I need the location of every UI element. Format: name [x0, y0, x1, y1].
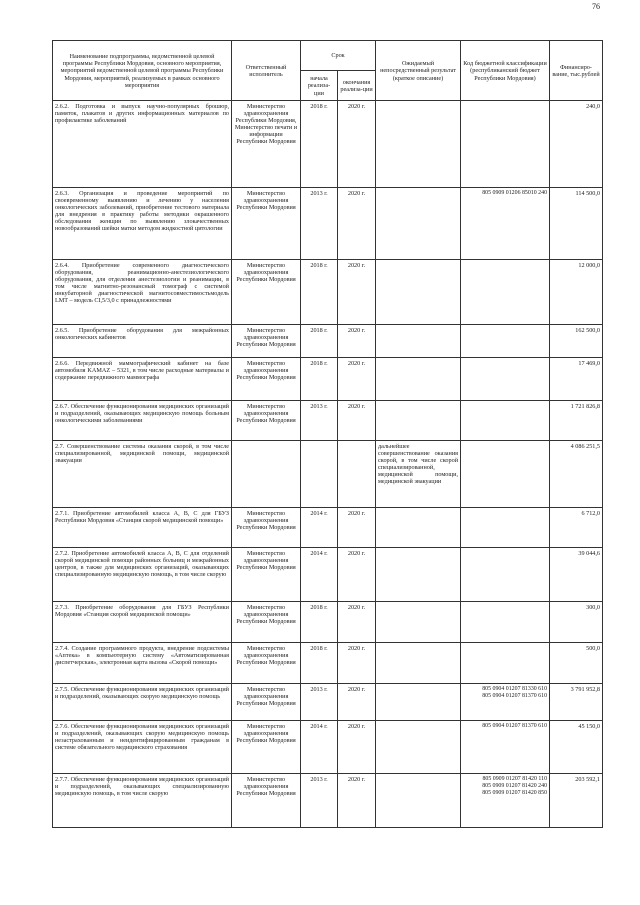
row-executor: Министерство здравоохранения Республики Мордовия	[232, 401, 301, 441]
row-start-year: 2014 г.	[301, 721, 338, 774]
table-row	[53, 260, 603, 325]
row-executor: Министерство здравоохранения Республики Мордовия	[232, 358, 301, 401]
row-amount: 500,0	[550, 643, 603, 684]
header-term: Срок	[301, 41, 376, 71]
row-name: 2.6.6. Передвижной маммографический кабинет на базе автомобиля KAMAZ – 5321, в том числе расходные материалы и содержание передвижного маммографа	[53, 358, 232, 401]
row-amount: 3 791 952,8	[550, 684, 603, 721]
page-number: 76	[592, 2, 600, 11]
row-budget-codes	[461, 602, 550, 643]
row-result	[376, 188, 461, 260]
row-start-year: 2013 г.	[301, 188, 338, 260]
table-row	[53, 508, 603, 548]
table-row	[53, 774, 603, 828]
row-end-year: 2020 г.	[338, 260, 376, 325]
row-amount: 45 150,0	[550, 721, 603, 774]
row-budget-codes	[461, 774, 550, 828]
row-end-year: 2020 г.	[338, 774, 376, 828]
row-amount: 162 500,0	[550, 325, 603, 358]
row-amount: 12 000,0	[550, 260, 603, 325]
row-executor: Министерство здравоохранения Республики Мордовия	[232, 325, 301, 358]
row-start-year: 2018 г.	[301, 325, 338, 358]
row-end-year: 2020 г.	[338, 721, 376, 774]
row-budget-codes	[461, 188, 550, 260]
row-name: 2.7.4. Создание программного продукта, внедрение подсистемы «Аптека» в компьютерную систему «Автоматизированная диспетчерская», электронная карта вызова «Скорой помощи»	[53, 643, 232, 684]
budget-code: 805 0909 01207 81420 850	[482, 790, 548, 797]
row-budget-codes	[461, 643, 550, 684]
row-end-year: 2020 г.	[338, 358, 376, 401]
row-budget-codes	[461, 684, 550, 721]
row-result	[376, 774, 461, 828]
row-name: 2.7.5. Обеспечение функционирования медицинских организаций и подразделений, оказывающих скорую медицинскую помощь	[53, 684, 232, 721]
table-row	[53, 643, 603, 684]
row-result	[376, 358, 461, 401]
table-row	[53, 101, 603, 188]
table-row	[53, 602, 603, 643]
header-amount: Финансиро-вание, тыс.рублей	[550, 41, 603, 101]
table-row	[53, 401, 603, 441]
row-amount: 240,0	[550, 101, 603, 188]
budget-code: 805 0904 01207 81370 610	[482, 723, 548, 729]
row-amount: 114 500,0	[550, 188, 603, 260]
row-amount: 39 044,6	[550, 548, 603, 602]
row-amount: 203 592,1	[550, 774, 603, 828]
row-end-year: 2020 г.	[338, 684, 376, 721]
row-name: 2.7.7. Обеспечение функционирования медицинских организаций и подразделений, оказывающих специализированную медицинскую помощь, в том числе скорую	[53, 774, 232, 828]
header-executor: Ответственный исполнитель	[232, 41, 301, 101]
row-executor: Министерство здравоохранения Республики Мордовия	[232, 684, 301, 721]
row-end-year: 2020 г.	[338, 401, 376, 441]
row-end-year: 2020 г.	[338, 508, 376, 548]
row-amount: 17 469,0	[550, 358, 603, 401]
row-name: 2.6.3. Организация и проведение мероприятий по своевременному выявлению и лечению у населения онкологических заболеваний, приобретение тестового материала для внедрения в практику работы методики окрашенного обследования женщин по выявлению злокачественных новообразований шейки матки методом жидкостной цитологии	[53, 188, 232, 260]
header-name: Наименование подпрограммы, ведомственной целевой программы Республики Мордовия, основного мероприятия, мероприятий ведомственной целевой программы Республики Мордовия, мероприятий, реализуемых в рамках основного мероприятия	[53, 41, 232, 101]
row-executor: Министерство здравоохранения Республики Мордовия	[232, 508, 301, 548]
row-end-year: 2020 г.	[338, 643, 376, 684]
row-executor: Министерство здравоохранения Республики Мордовия	[232, 643, 301, 684]
row-start-year: 2014 г.	[301, 508, 338, 548]
header-term-end: окончания реализа-ции	[338, 71, 376, 101]
row-result	[376, 602, 461, 643]
row-executor: Министерство здравоохранения Республики Мордовия	[232, 188, 301, 260]
row-start-year: 2013 г.	[301, 401, 338, 441]
row-end-year: 2020 г.	[338, 101, 376, 188]
row-result	[376, 721, 461, 774]
row-start-year: 2013 г.	[301, 684, 338, 721]
table-row	[53, 548, 603, 602]
row-end-year: 2020 г.	[338, 602, 376, 643]
row-budget-codes	[461, 401, 550, 441]
table-row	[53, 684, 603, 721]
table-row	[53, 721, 603, 774]
row-budget-codes	[461, 441, 550, 508]
header-budget-code: Код бюджетной классификации (республиканский бюджет Республики Мордовия)	[461, 41, 550, 101]
row-amount: 300,0	[550, 602, 603, 643]
row-result	[376, 684, 461, 721]
row-executor	[232, 441, 301, 508]
row-name: 2.7.1. Приобретение автомобилей класса А, В, С для ГБУЗ Республики Мордовия «Станция скорой медицинской помощи»	[53, 508, 232, 548]
row-executor: Министерство здравоохранения Республики Мордовия, Министерство печати и информации Республики Мордовия	[232, 101, 301, 188]
row-start-year	[301, 441, 338, 508]
row-name: 2.6.7. Обеспечение функционирования медицинских организаций и подразделений, оказывающих медицинскую помощь больным онкологическими заболеваниями	[53, 401, 232, 441]
row-start-year: 2018 г.	[301, 643, 338, 684]
row-amount: 4 086 251,5	[550, 441, 603, 508]
row-executor: Министерство здравоохранения Республики Мордовия	[232, 602, 301, 643]
row-executor: Министерство здравоохранения Республики Мордовия	[232, 548, 301, 602]
row-budget-codes	[461, 260, 550, 325]
row-name: 2.6.2. Подготовка и выпуск научно-популярных брошюр, памяток, плакатов и других информационных материалов по профилактике заболеваний	[53, 101, 232, 188]
row-amount: 1 721 826,8	[550, 401, 603, 441]
row-end-year: 2020 г.	[338, 188, 376, 260]
row-start-year: 2018 г.	[301, 101, 338, 188]
table-row	[53, 358, 603, 401]
table-row	[53, 441, 603, 508]
budget-code: 805 0904 01207 81330 610	[482, 686, 548, 692]
row-budget-codes	[461, 358, 550, 401]
row-budget-codes	[461, 101, 550, 188]
row-end-year	[338, 441, 376, 508]
row-name: 2.7.3. Приобретение оборудования для ГБУЗ Республики Мордовия «Станция скорой медицинской помощи»	[53, 602, 232, 643]
row-budget-codes	[461, 508, 550, 548]
row-result	[376, 548, 461, 602]
row-start-year: 2014 г.	[301, 548, 338, 602]
row-result	[376, 508, 461, 548]
table-row	[53, 325, 603, 358]
row-end-year: 2020 г.	[338, 325, 376, 358]
row-amount: 6 712,0	[550, 508, 603, 548]
row-end-year: 2020 г.	[338, 548, 376, 602]
row-start-year: 2018 г.	[301, 260, 338, 325]
row-result	[376, 260, 461, 325]
budget-code: 805 0909 01206 85010 240	[482, 190, 548, 196]
budget-code: 805 0909 01207 81420 110	[482, 776, 548, 782]
row-start-year: 2018 г.	[301, 602, 338, 643]
row-name: 2.7.6. Обеспечение функционирования медицинских организаций и подразделений, оказывающих скорую медицинскую помощь незастрахованным и неидентифицированным гражданам в системе обязательного медицинского страхования	[53, 721, 232, 774]
row-result	[376, 643, 461, 684]
row-name: 2.6.5. Приобретение оборудования для межрайонных онкологических кабинетов	[53, 325, 232, 358]
table-body	[53, 101, 603, 828]
row-executor: Министерство здравоохранения Республики Мордовия	[232, 721, 301, 774]
row-start-year: 2018 г.	[301, 358, 338, 401]
table-row	[53, 188, 603, 260]
row-result	[376, 401, 461, 441]
row-result	[376, 101, 461, 188]
row-budget-codes	[461, 548, 550, 602]
row-budget-codes	[461, 325, 550, 358]
row-executor: Министерство здравоохранения Республики Мордовия	[232, 774, 301, 828]
program-table	[52, 40, 603, 828]
row-name: 2.7.2. Приобретение автомобилей класса А, В, С для отделений скорой медицинской помощи районных больниц и межрайонных центров, в также для медицинских организаций, оказывающих специализированную медицинскую помощь, в том числе скорую	[53, 548, 232, 602]
row-budget-codes	[461, 721, 550, 774]
row-start-year: 2013 г.	[301, 774, 338, 828]
row-name: 2.6.4. Приобретение современного диагностического оборудования, реанимационно-анестезиологического оборудования, для отделения анестезиологии и реанимации, в том числе магнитно-резонансный томограф с системой инкубаторной диагностической магнитосовместимостьмодель LMT – модель CI,5/3,0 с принадлежностями	[53, 260, 232, 325]
row-result	[376, 325, 461, 358]
row-name: 2.7. Совершенствование системы оказания скорой, в том числе специализированной, медицинской помощи, медицинской эвакуации	[53, 441, 232, 508]
budget-code: 805 0904 01207 81370 610	[482, 693, 548, 700]
row-result: дальнейшее совершенствование оказания скорой, в том числе скорой специализированной, медицинской помощи, медицинской эвакуации	[376, 441, 461, 508]
header-term-start: начала реализа-ции	[301, 71, 338, 101]
header-result: Ожидаемый непосредственный результат (краткое описание)	[376, 41, 461, 101]
row-executor: Министерство здравоохранения Республики Мордовия	[232, 260, 301, 325]
budget-code: 805 0909 01207 81420 240	[482, 783, 548, 790]
